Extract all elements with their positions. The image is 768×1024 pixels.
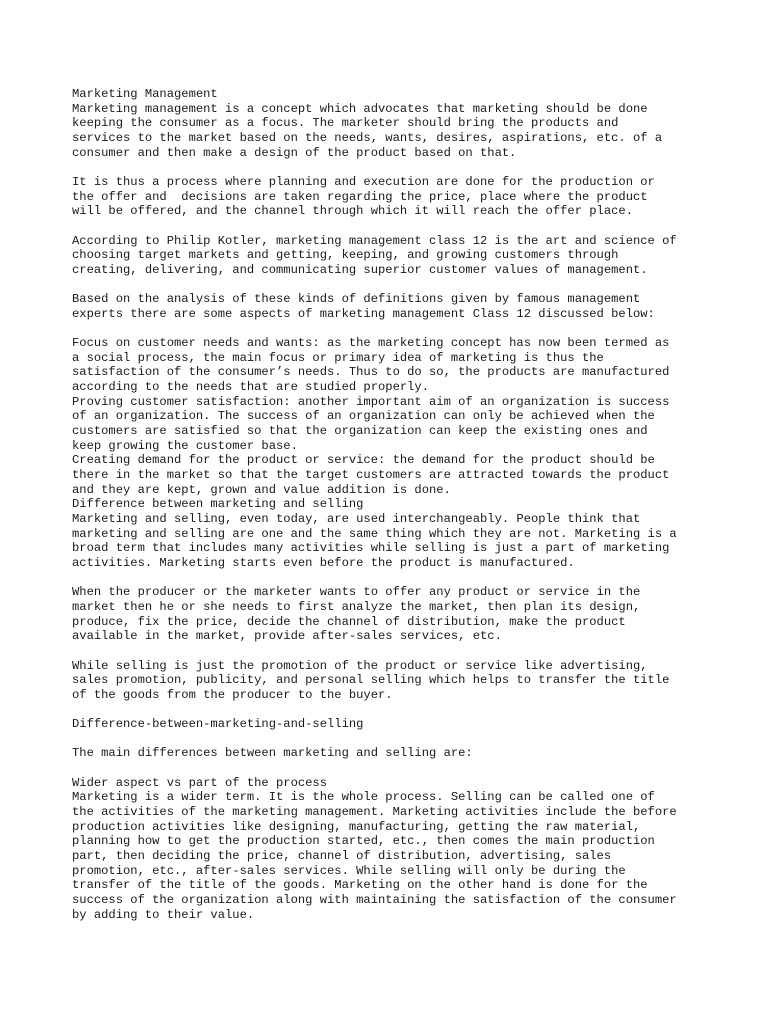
text-line: and they are kept, grown and value addition is done. [72,482,451,497]
text-line: keeping the consumer as a focus. The marketer should bring the products and [72,116,619,131]
text-line: While selling is just the promotion of the product or service like advertising, [72,658,648,673]
text-line: Marketing management is a concept which advocates that marketing should be done [72,101,648,116]
paragraph-wider-aspect [72,776,722,923]
paragraph-aspects-list [72,336,722,571]
text-line: Proving customer satisfaction: another important aim of an organization is success [72,394,670,409]
text-line: available in the market, provide after-sales services, etc. [72,629,502,644]
text-line: sales promotion, publicity, and personal selling which helps to transfer the title [72,673,670,688]
text-line: choosing target markets and getting, keeping, and growing customers through [72,248,619,263]
text-line: of the goods from the producer to the buyer. [72,687,393,702]
text-line: produce, fix the price, decide the channel of distribution, make the product [72,614,626,629]
text-line: the activities of the marketing management. Marketing activities include the before [72,805,677,820]
text-line: When the producer or the marketer wants to offer any product or service in the [72,585,641,600]
text-line: promotion, etc., after-sales services. While selling will only be during the [72,863,626,878]
text-line: production activities like designing, manufacturing, getting the raw material, [72,819,641,834]
text-line: according to the needs that are studied properly. [72,380,429,395]
paragraph-process [72,175,722,219]
text-line: The main differences between marketing and selling are: [72,746,473,761]
document-page [72,87,722,937]
text-line: Based on the analysis of these kinds of definitions given by famous management [72,292,641,307]
text-line: a social process, the main focus or primary idea of marketing is thus the [72,350,604,365]
text-line: Focus on customer needs and wants: as the marketing concept has now been termed as [72,336,670,351]
text-line: keep growing the customer base. [72,438,298,453]
text-line: experts there are some aspects of marketing management Class 12 discussed below: [72,306,655,321]
text-line: consumer and then make a design of the product based on that. [72,145,517,160]
text-line: services to the market based on the needs, wants, desires, aspirations, etc. of a [72,130,663,145]
document-title: Marketing Management [72,87,218,101]
paragraph-producer [72,585,722,644]
text-line: market then he or she needs to first analyze the market, then plan its design, [72,599,641,614]
paragraph-main-differences [72,746,722,761]
text-line: customers are satisfied so that the organization can keep the existing ones and [72,424,648,439]
text-line: part, then deciding the price, channel of distribution, advertising, sales [72,848,612,863]
text-line: activities. Marketing starts even before the product is manufactured. [72,555,575,570]
section-heading: Wider aspect vs part of the process [72,775,327,790]
paragraph-kotler-definition [72,234,722,278]
image-caption-text: Difference-between-marketing-and-selling [72,717,364,732]
text-line: of an organization. The success of an organization can only be achieved when the [72,409,655,424]
text-line: success of the organization along with maintaining the satisfaction of the consumer [72,892,677,907]
text-line: the offer and decisions are taken regarding the price, place where the product [72,189,648,204]
text-line: by adding to their value. [72,907,255,922]
text-line: According to Philip Kotler, marketing management class 12 is the art and science of [72,233,677,248]
paragraph-marketing-management [72,87,722,160]
text-line: It is thus a process where planning and execution are done for the production or [72,174,655,189]
paragraph-aspects-intro [72,292,722,321]
text-line: broad term that includes many activities while selling is just a part of marketing [72,541,670,556]
section-heading: Difference between marketing and selling [72,497,364,512]
text-line: will be offered, and the channel through which it will reach the offer place. [72,204,633,219]
text-line: Marketing is a wider term. It is the whole process. Selling can be called one of [72,790,655,805]
paragraph-difference-label [72,717,722,732]
text-line: creating, delivering, and communicating superior customer values of management. [72,262,648,277]
text-line: planning how to get the production started, etc., then comes the main production [72,834,655,849]
text-line: Marketing and selling, even today, are used interchangeably. People think that [72,511,641,526]
text-line: satisfaction of the consumer’s needs. Thus to do so, the products are manufactured [72,365,670,380]
text-line: Creating demand for the product or service: the demand for the product should be [72,453,655,468]
paragraph-selling [72,659,722,703]
text-line: there in the market so that the target customers are attracted towards the product [72,468,670,482]
text-line: transfer of the title of the goods. Marketing on the other hand is done for the [72,878,648,893]
text-line: marketing and selling are one and the same thing which they are not. Marketing is a [72,526,677,541]
